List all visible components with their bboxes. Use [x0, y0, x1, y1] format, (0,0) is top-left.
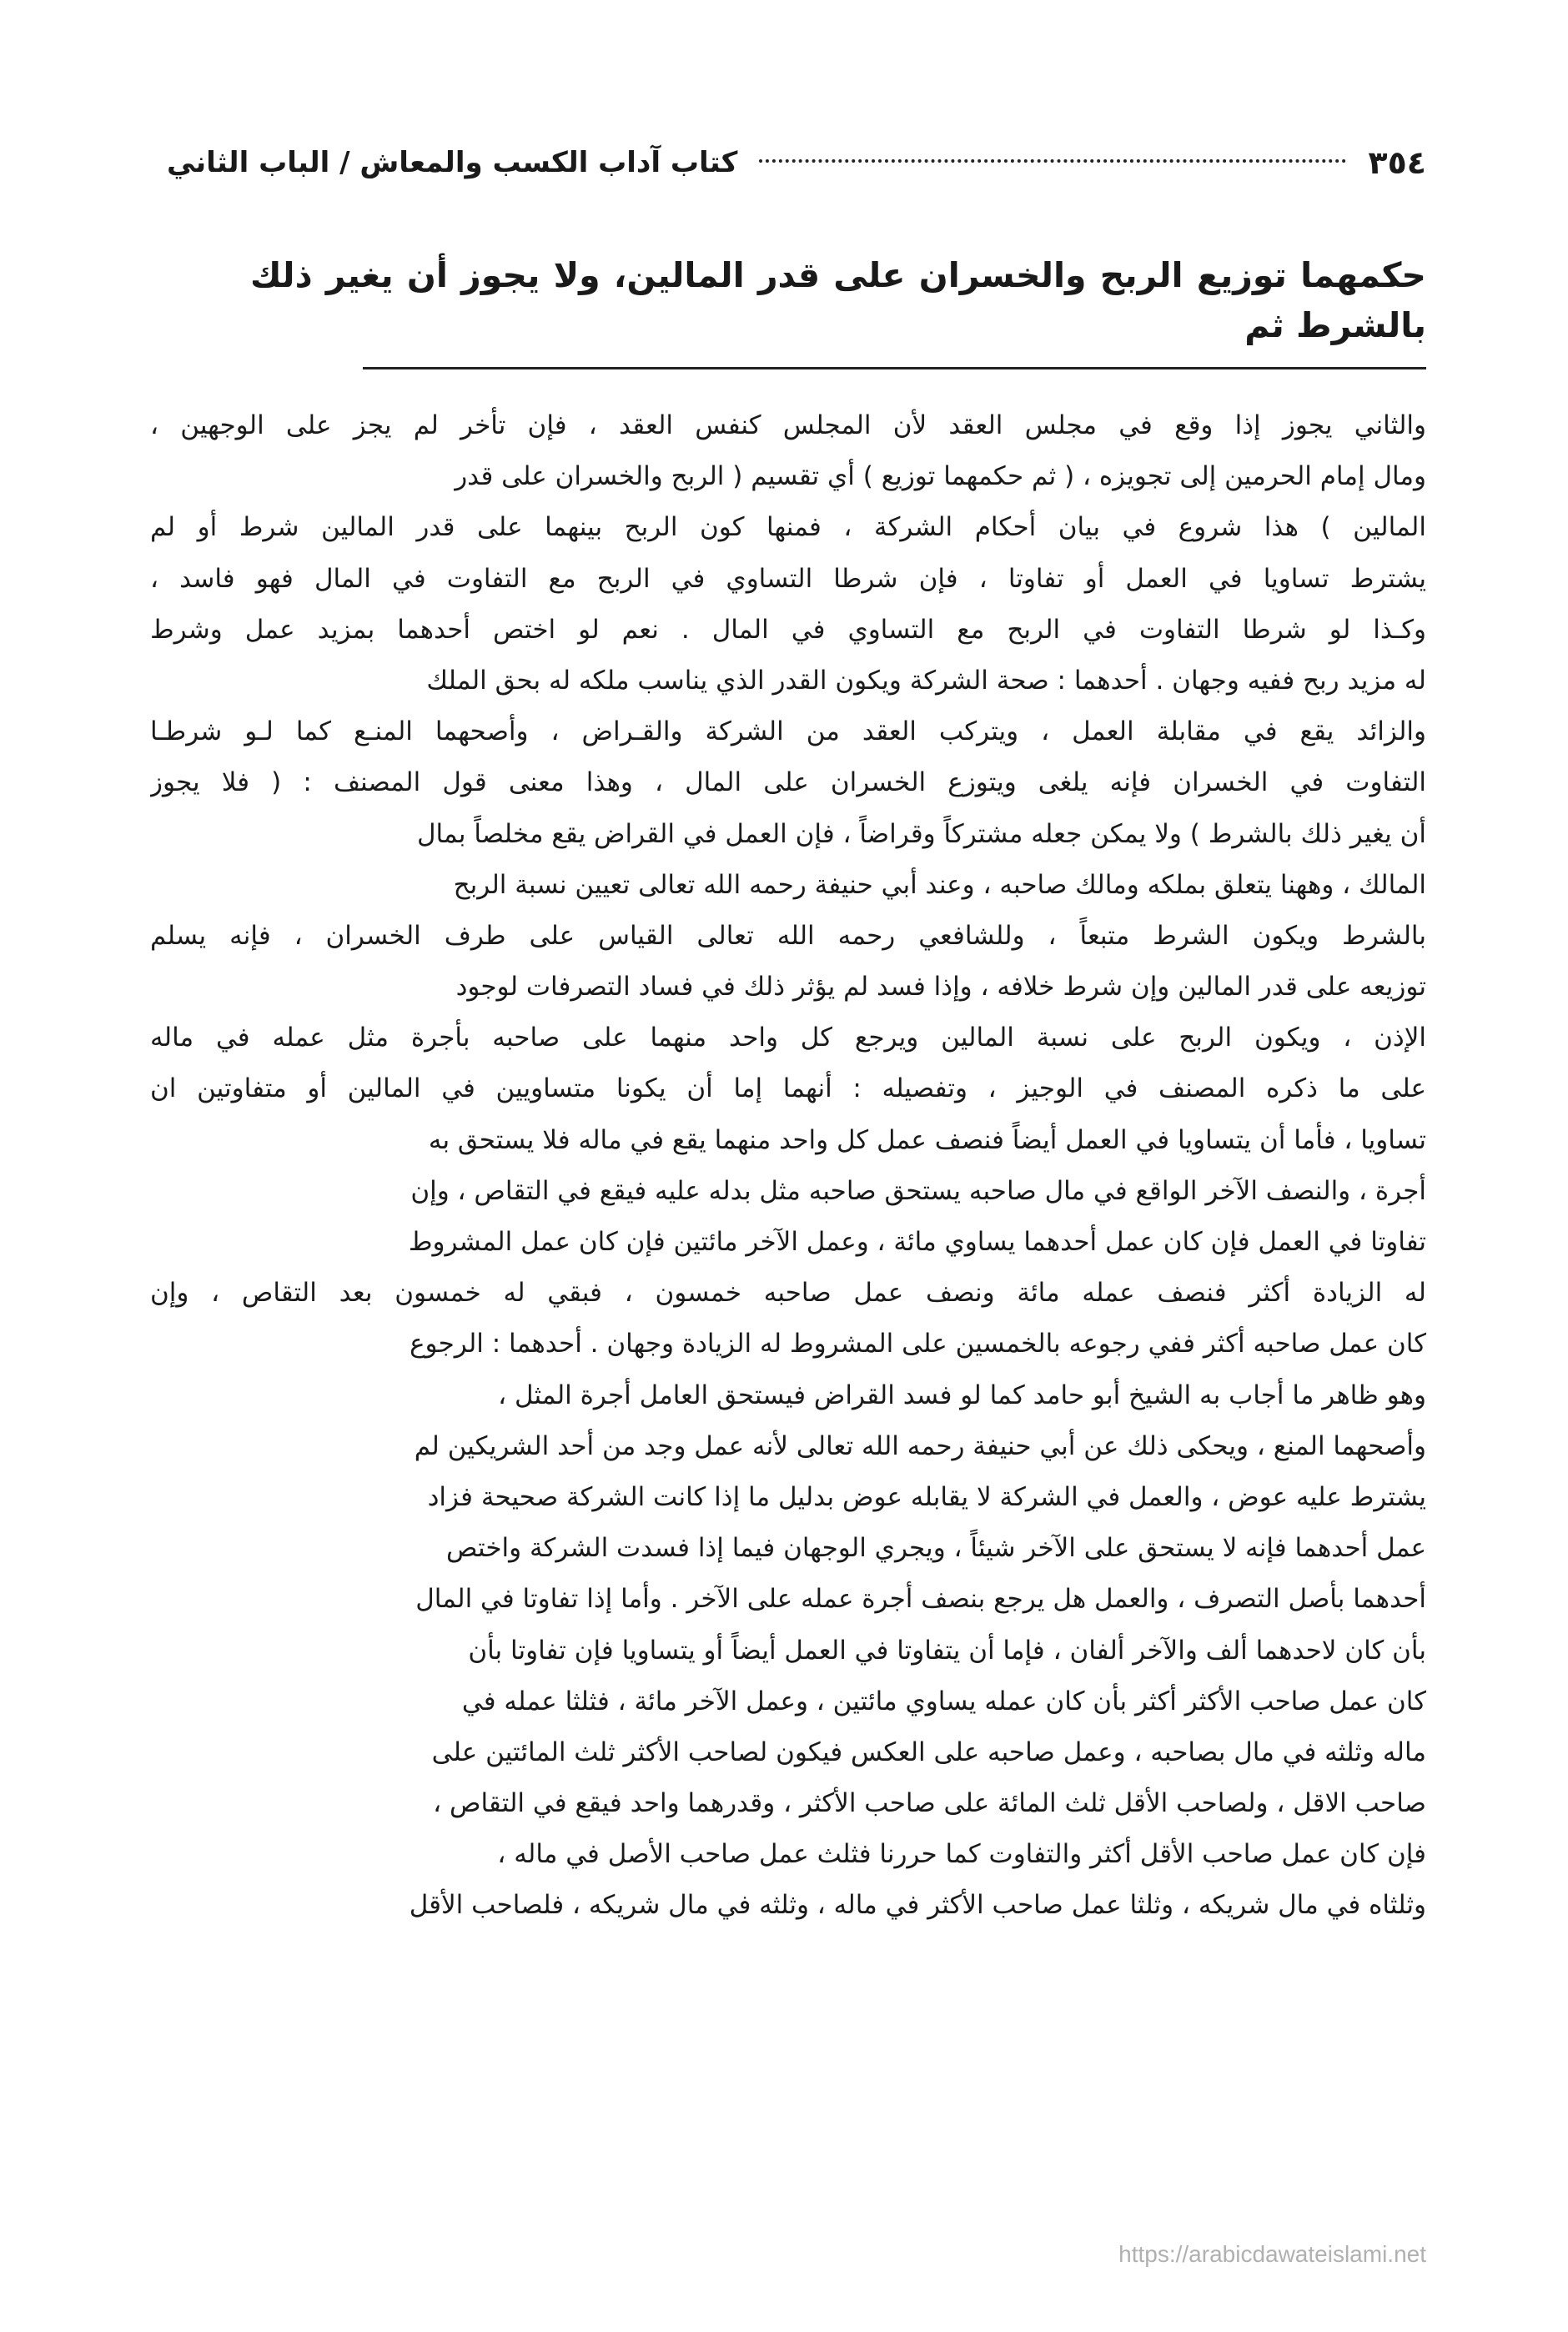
commentary-line: التفاوت في الخسران فإنه يلغى ويتوزع الخسران على المال ، وهذا معنى قول المصنف : ( فلا يجوز [150, 767, 1426, 798]
commentary-line: ومال إمام الحرمين إلى تجويزه ، ( ثم حكمهما توزيع ) أي تقسيم ( الربح والخسران على قدر [455, 461, 1426, 492]
commentary-line: أجرة ، والنصف الآخر الواقع في مال صاحبه يستحق صاحبه مثل بدله عليه فيقع في التقاص ، وإن [410, 1175, 1426, 1206]
commentary-line: وثلثاه في مال شريكه ، وثلثا عمل صاحب الأكثر في ماله ، وثلثه في مال شريكه ، فلصاحب الأقل [409, 1890, 1426, 1921]
commentary-line: بأن كان لاحدهما ألف والآخر ألفان ، فإما أن يتفاوتا في العمل أيضاً أو يتساويا فإن تفاوتا بأن [468, 1635, 1426, 1666]
commentary-line: أن يغير ذلك بالشرط ) ولا يمكن جعله مشتركاً وقراضاً ، فإن العمل في القراض يقع مخلصاً بمال [416, 818, 1426, 849]
commentary-line: صاحب الاقل ، ولصاحب الأقل ثلث المائة على صاحب الأكثر ، وقدرهما واحد فيقع في التقاص ، [433, 1788, 1426, 1819]
commentary-line: يشترط عليه عوض ، والعمل في الشركة لا يقابله عوض بدليل ما إذا كانت الشركة صحيحة فزاد [427, 1481, 1426, 1512]
main-text: حكمهما توزيع الربح والخسران على قدر المالين، ولا يجوز أن يغير ذلك بالشرط ثم [250, 255, 1426, 345]
commentary-line: المالين ) هذا شروع في بيان أحكام الشركة ، فمنها كون الربح بينهما على قدر المالين شرط أو لم [150, 512, 1426, 543]
commentary-line: وكـذا لو شرطا التفاوت في الربح مع التساوي في المال . نعم لو اختص أحدهما بمزيد عمل وشرط [150, 614, 1426, 645]
commentary-line: يشترط تساويا في العمل أو تفاوتا ، فإن شرطا التساوي في الربح مع التفاوت في المال فهو فاسد ، [150, 563, 1426, 594]
commentary-line: فإن كان عمل صاحب الأقل أكثر والتفاوت كما حررنا فثلث عمل صاحب الأصل في ماله ، [497, 1839, 1426, 1870]
commentary-line: على ما ذكره المصنف في الوجيز ، وتفصيله : أنهما إما أن يكونا متساويين في المالين أو متفاوتين ان [150, 1073, 1426, 1104]
commentary-line: وهو ظاهر ما أجاب به الشيخ أبو حامد كما لو فسد القراض فيستحق العامل أجرة المثل ، [498, 1380, 1426, 1410]
commentary-line: وأصحهما المنع ، ويحكى ذلك عن أبي حنيفة رحمه الله تعالى لأنه عمل وجد من أحد الشريكين لم [414, 1430, 1426, 1461]
commentary-text [150, 400, 1426, 1932]
commentary-line: والثاني يجوز إذا وقع في مجلس العقد لأن المجلس كنفس العقد ، فإن تأخر لم يجز على الوجهين ، [150, 410, 1426, 440]
header-dot-leader [759, 158, 1346, 163]
commentary-line: ماله وثلثه في مال بصاحبه ، وعمل صاحبه على العكس فيكون لصاحب الأكثر ثلث المائتين على [431, 1736, 1426, 1767]
header-title: كتاب آداب الكسب والمعاش / الباب الثاني [167, 146, 738, 179]
commentary-line: كان عمل صاحب الأكثر أكثر بأن كان عمله يساوي مائتين ، وعمل الآخر مائة ، فثلثا عمله في [461, 1686, 1426, 1716]
watermark-url: https://arabicdawateislami.net [1118, 2241, 1426, 2267]
commentary-line: تساويا ، فأما أن يتساويا في العمل أيضاً فنصف عمل كل واحد منهما يقع في ماله فلا يستحق به [428, 1124, 1426, 1155]
commentary-line: المالك ، وههنا يتعلق بملكه ومالك صاحبه ، وعند أبي حنيفة رحمه الله تعالى تعيين نسبة الربح [453, 869, 1426, 900]
commentary-line: الإذن ، ويكون الربح على نسبة المالين ويرجع كل واحد منهما على صاحبه بأجرة مثل عمله في ماله [150, 1023, 1426, 1053]
running-header [167, 133, 1426, 192]
commentary-line: له مزيد ربح ففيه وجهان . أحدهما : صحة الشركة ويكون القدر الذي يناسب ملكه له بحق الملك [426, 665, 1426, 696]
commentary-line: بالشرط ويكون الشرط متبعاً ، وللشافعي رحمه الله تعالى القياس على طرف الخسران ، فإنه يسلم [150, 920, 1426, 951]
page-number: ٣٥٤ [1368, 144, 1426, 181]
footnote-divider [363, 367, 1426, 369]
commentary-line: والزائد يقع في مقابلة العمل ، ويتركب العقد من الشركة والقـراض ، وأصحهما المنـع كما لـو شرطـا [150, 716, 1426, 747]
commentary-line: توزيعه على قدر المالين وإن شرط خلافه ، وإذا فسد لم يؤثر ذلك في فساد التصرفات لوجود [455, 972, 1426, 1003]
commentary-line: تفاوتا في العمل فإن كان عمل أحدهما يساوي مائة ، وعمل الآخر مائتين فإن كان عمل المشروط [408, 1227, 1426, 1257]
commentary-line: أحدهما بأصل التصرف ، والعمل هل يرجع بنصف أجرة عمله على الآخر . وأما إذا تفاوتا في المال [415, 1584, 1426, 1615]
commentary-line: عمل أحدهما فإنه لا يستحق على الآخر شيئاً ، ويجري الوجهان فيما إذا فسدت الشركة واختص [446, 1533, 1426, 1564]
commentary-line: له الزيادة أكثر فنصف عمله مائة ونصف عمل صاحبه خمسون ، فبقي له خمسون بعد التقاص ، وإن [150, 1278, 1426, 1309]
commentary-line: كان عمل صاحبه أكثر ففي رجوعه بالخمسين على المشروط له الزيادة وجهان . أحدهما : الرجوع [410, 1329, 1426, 1359]
